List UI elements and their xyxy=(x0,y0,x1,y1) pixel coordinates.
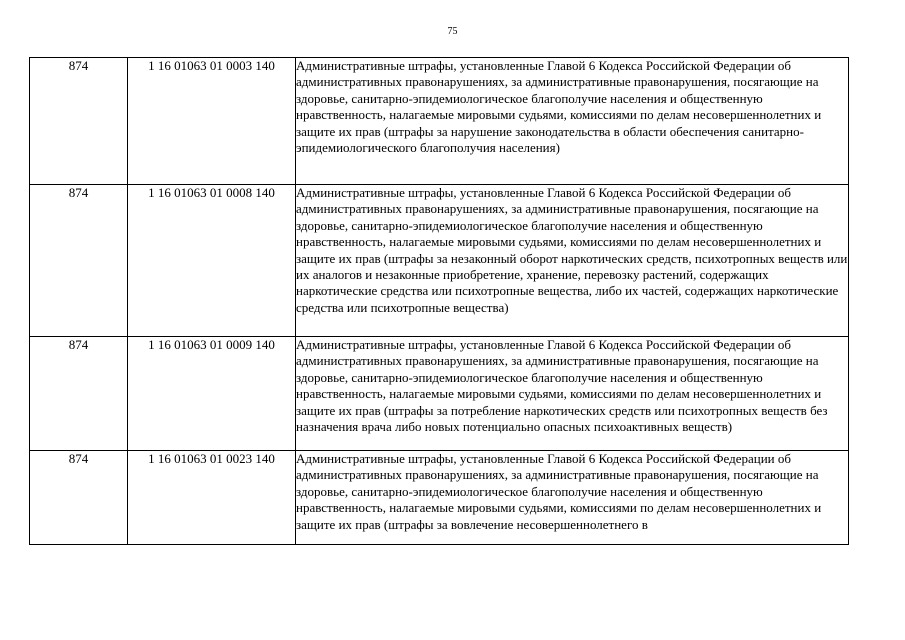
table-row xyxy=(30,185,849,337)
admin-code-cell xyxy=(30,337,128,451)
description-cell xyxy=(296,185,849,337)
description-text: Административные штрафы, установленные Главой 6 Кодекса Российской Федерации об административных правонарушениях, за административные правонарушения, посягающие на здоровье, санитарно-эпидемиологическое благополучие населения и общественную нравственность, налагаемые мировыми судьями, комиссиями по делам несовершеннолетних и защите их прав (штрафы за потребление наркотических средств или психотропных веществ без назначения врача либо новых потенциально опасных психоактивных веществ) xyxy=(296,337,828,435)
admin-code: 874 xyxy=(68,451,89,466)
description-cell xyxy=(296,337,849,451)
admin-code-cell xyxy=(30,451,128,545)
fines-table xyxy=(29,57,849,545)
kbk-code-cell xyxy=(128,451,296,545)
description-text: Административные штрафы, установленные Главой 6 Кодекса Российской Федерации об административных правонарушениях, за административные правонарушения, посягающие на здоровье, санитарно-эпидемиологическое благополучие населения и общественную нравственность, налагаемые мировыми судьями, комиссиями по делам несовершеннолетних и защите их прав (штрафы за вовлечение несовершеннолетнего в xyxy=(296,451,822,532)
admin-code: 874 xyxy=(68,337,89,352)
description-text: Административные штрафы, установленные Главой 6 Кодекса Российской Федерации об административных правонарушениях, за административные правонарушения, посягающие на здоровье, санитарно-эпидемиологическое благополучие населения и общественную нравственность, налагаемые мировыми судьями, комиссиями по делам несовершеннолетних и защите их прав (штрафы за нарушение законодательства в области обеспечения санитарно-эпидемиологического благополучия населения) xyxy=(296,58,822,156)
admin-code: 874 xyxy=(68,58,89,73)
admin-code-cell xyxy=(30,185,128,337)
table-row xyxy=(30,337,849,451)
description-cell xyxy=(296,58,849,185)
kbk-code: 1 16 01063 01 0009 140 xyxy=(148,337,275,352)
table-row xyxy=(30,451,849,545)
kbk-code: 1 16 01063 01 0008 140 xyxy=(148,185,275,200)
admin-code: 874 xyxy=(68,185,89,200)
table-row xyxy=(30,58,849,185)
kbk-code: 1 16 01063 01 0003 140 xyxy=(148,58,275,73)
kbk-code-cell xyxy=(128,58,296,185)
kbk-code: 1 16 01063 01 0023 140 xyxy=(148,451,275,466)
description-text: Административные штрафы, установленные Главой 6 Кодекса Российской Федерации об административных правонарушениях, за административные правонарушения, посягающие на здоровье, санитарно-эпидемиологическое благополучие населения и общественную нравственность, налагаемые мировыми судьями, комиссиями по делам несовершеннолетних и защите их прав (штрафы за незаконный оборот наркотических средств, психотропных веществ или их аналогов и незаконные приобретение, хранение, перевозку растений, содержащих наркотические средства или психотропные вещества, либо их частей, содержащих наркотические средства или психотропные вещества) xyxy=(296,185,848,315)
kbk-code-cell xyxy=(128,337,296,451)
description-cell xyxy=(296,451,849,545)
kbk-code-cell xyxy=(128,185,296,337)
page-number: 75 xyxy=(447,26,458,37)
admin-code-cell xyxy=(30,58,128,185)
